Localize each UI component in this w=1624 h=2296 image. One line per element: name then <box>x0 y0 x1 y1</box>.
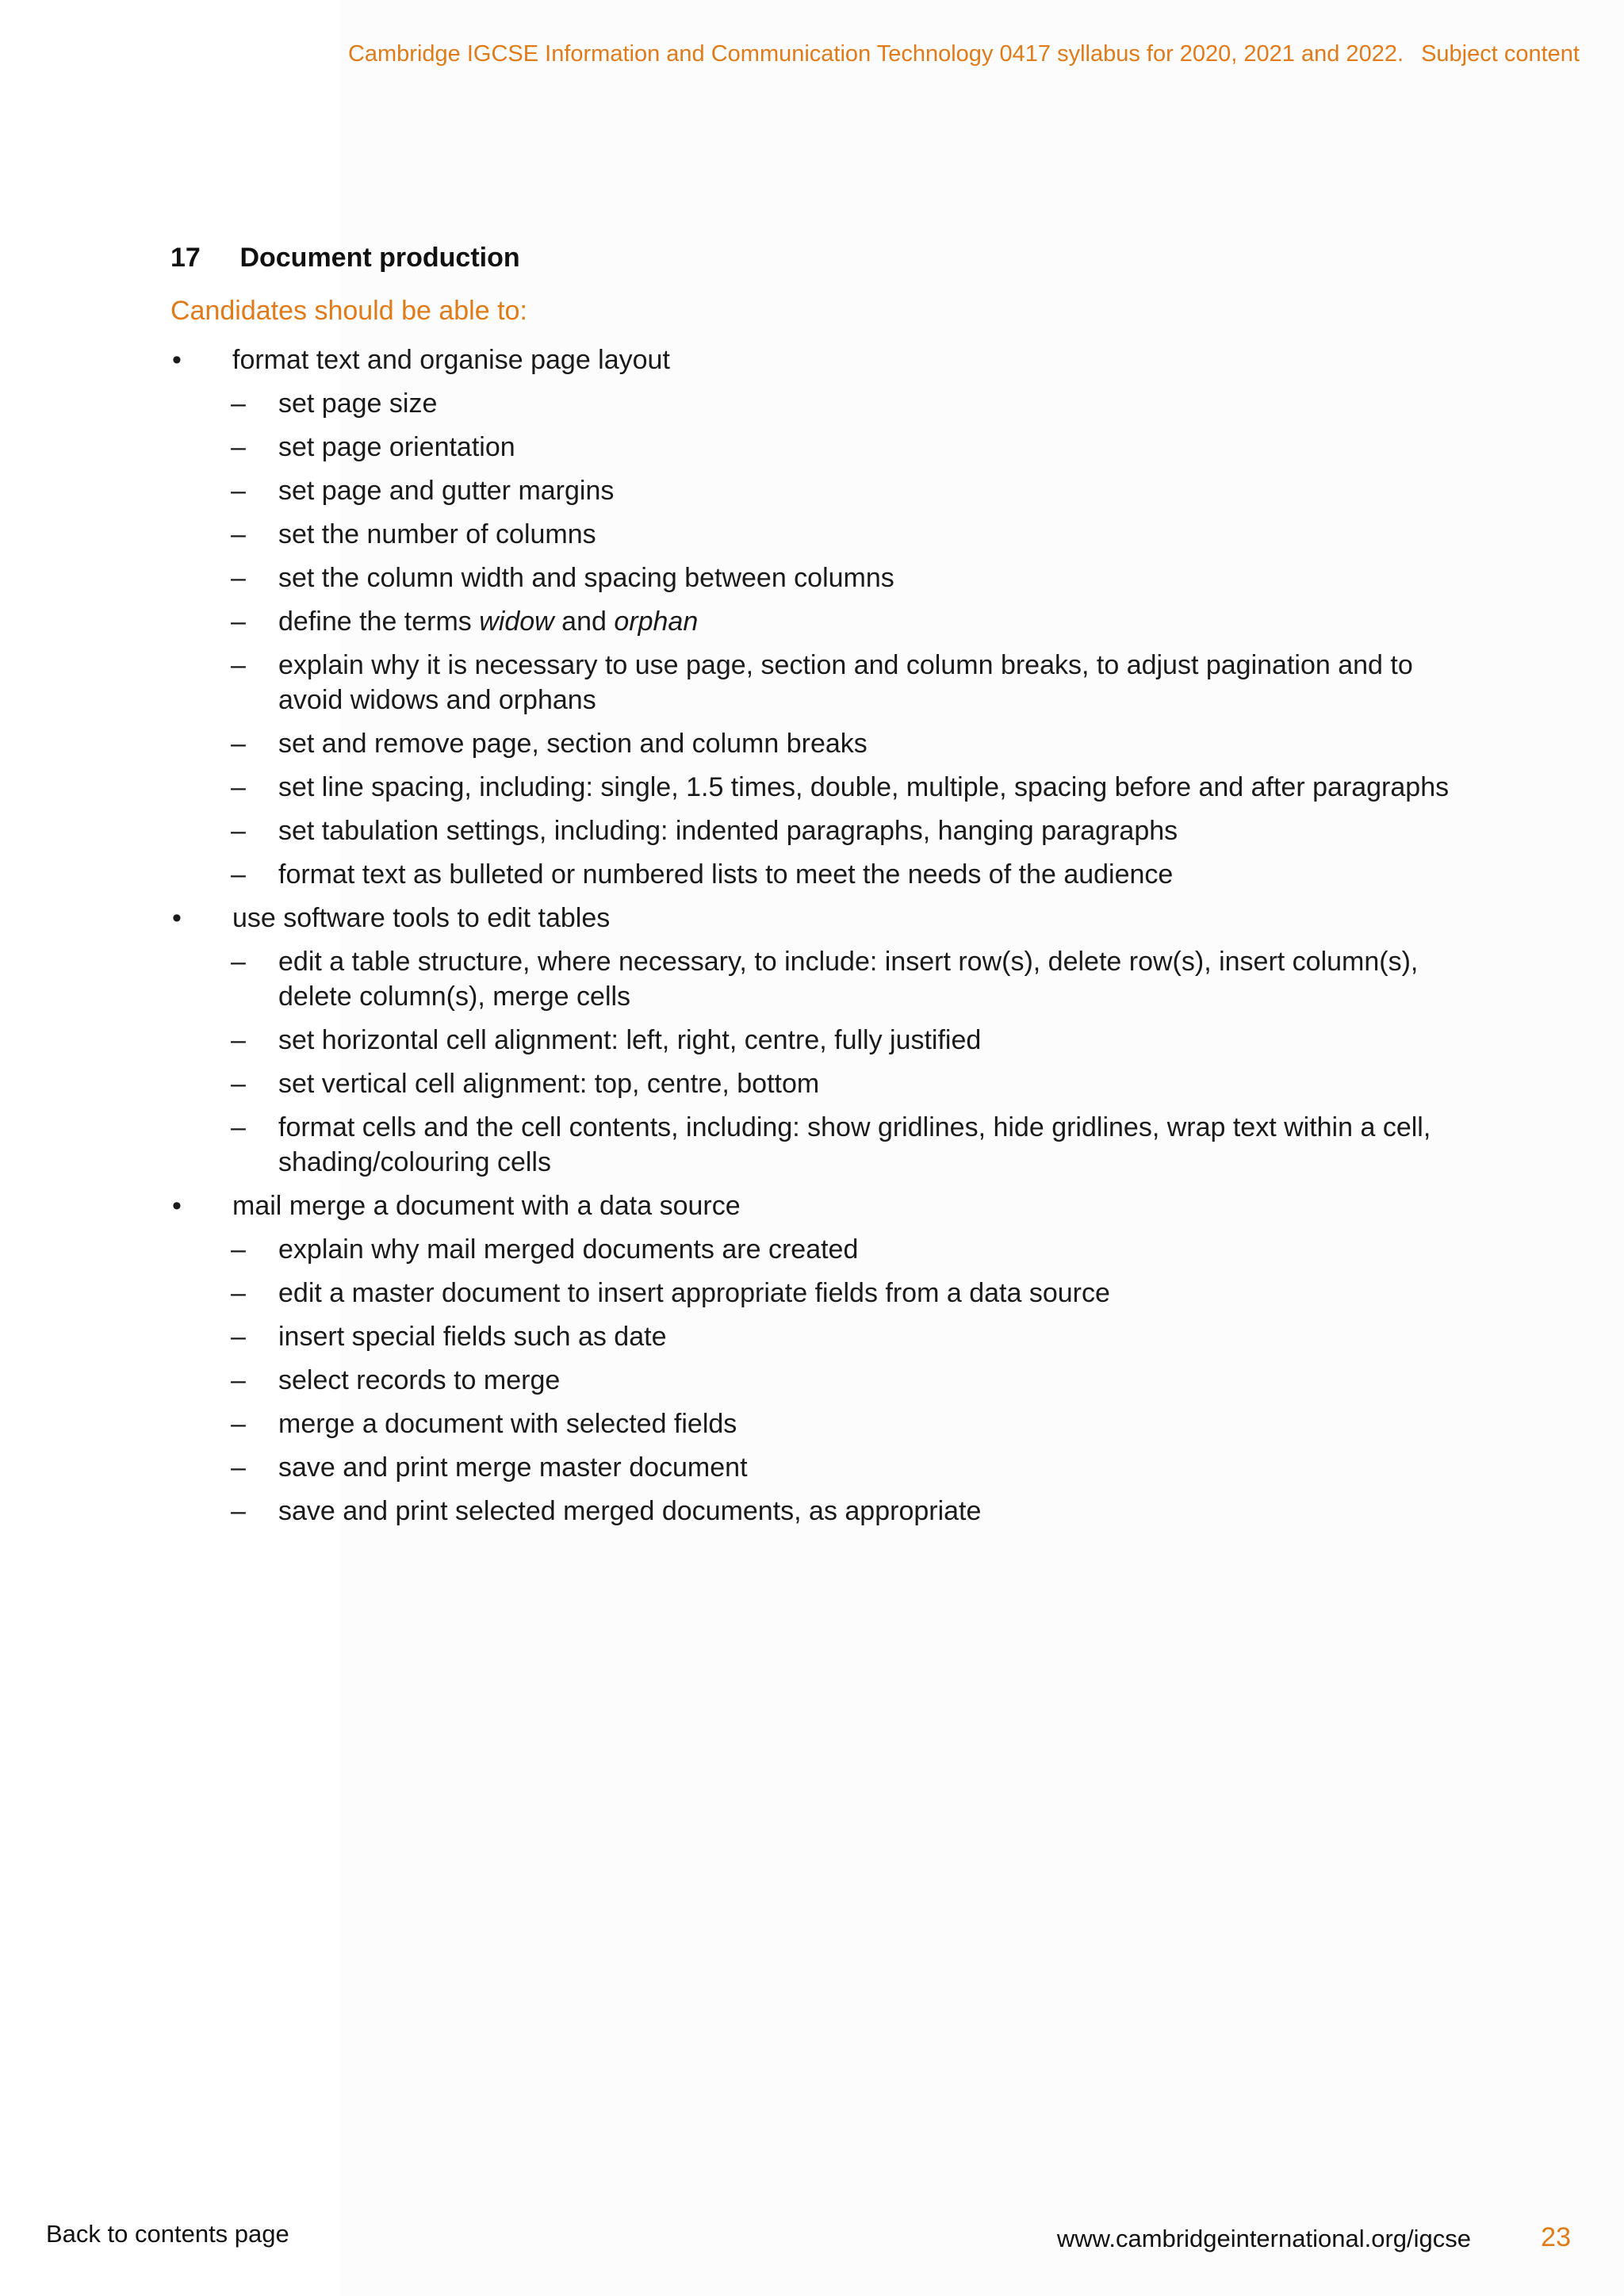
section-title: Document production <box>239 243 520 273</box>
dash-mark: – <box>231 1234 246 1265</box>
section-number: 17 <box>170 243 201 273</box>
dash-mark: – <box>231 1322 246 1352</box>
sub-item <box>170 386 1455 421</box>
sub-item-text: set vertical cell alignment: top, centre, bottom <box>278 1069 820 1099</box>
sub-item <box>170 770 1455 805</box>
sub-item <box>170 1023 1455 1058</box>
sub-item-text: set page orientation <box>278 432 515 462</box>
section-heading <box>170 243 520 274</box>
sub-item <box>170 944 1455 1014</box>
dash-mark: – <box>231 816 246 846</box>
dash-mark: – <box>231 607 246 637</box>
dash-mark: – <box>231 476 246 506</box>
term-widow: widow <box>479 607 554 637</box>
objectives-list <box>170 342 1455 1537</box>
bullet-mark: • <box>172 903 182 933</box>
sub-item-text: set page and gutter margins <box>278 476 615 506</box>
sub-item-text: explain why it is necessary to use page, section and column breaks, to adjust pagination and to avoid widows and orphans <box>278 650 1413 715</box>
sub-item <box>170 813 1455 848</box>
sub-item <box>170 473 1455 508</box>
sub-item-text: edit a table structure, where necessary, to include: insert row(s), delete row(s), insert column(s), delete column(s), merge cells <box>278 947 1419 1012</box>
bullet-mark: • <box>172 1191 182 1221</box>
sub-item-text: set horizontal cell alignment: left, right, centre, fully justified <box>278 1025 982 1055</box>
bullet-mark: • <box>172 345 182 375</box>
sub-item <box>170 857 1455 892</box>
sub-item <box>170 1066 1455 1101</box>
dash-mark: – <box>231 1409 246 1439</box>
sub-item-text-joiner: and <box>553 607 615 637</box>
sub-item <box>170 517 1455 552</box>
sub-item-text: set the column width and spacing between columns <box>278 563 894 593</box>
sub-item-text: set the number of columns <box>278 519 596 549</box>
sub-item-text: explain why mail merged documents are created <box>278 1234 859 1265</box>
dash-mark: – <box>231 519 246 549</box>
bullet-text: use software tools to edit tables <box>232 903 611 933</box>
dash-mark: – <box>231 563 246 593</box>
sub-item-text-prefix: define the terms <box>278 607 480 637</box>
sub-item-text: set and remove page, section and column breaks <box>278 729 868 759</box>
header-document-title: Cambridge IGCSE Information and Communication Technology 0417 syllabus for 2020, 2021 and 2022. <box>347 41 1404 67</box>
bullet-text: format text and organise page layout <box>232 345 670 375</box>
sub-item <box>170 1110 1455 1180</box>
page-number: 23 <box>1541 2222 1571 2252</box>
sub-item <box>170 430 1455 465</box>
dash-mark: – <box>231 859 246 890</box>
dash-mark: – <box>231 1069 246 1099</box>
dash-mark: – <box>231 1452 246 1483</box>
sub-item-text: merge a document with selected fields <box>278 1409 737 1439</box>
dash-mark: – <box>231 388 246 419</box>
dash-mark: – <box>231 1365 246 1395</box>
bullet-item <box>170 1188 1455 1223</box>
dash-mark: – <box>231 947 246 977</box>
sub-item <box>170 648 1455 718</box>
sub-item <box>170 604 1455 639</box>
sub-item-text: set tabulation settings, including: indented paragraphs, hanging paragraphs <box>278 816 1178 846</box>
sub-item-text: insert special fields such as date <box>278 1322 667 1352</box>
dash-mark: – <box>231 1112 246 1142</box>
footer-url: www.cambridgeinternational.org/igcse <box>1056 2225 1471 2252</box>
sub-item <box>170 1319 1455 1354</box>
dash-mark: – <box>231 650 246 680</box>
sub-item <box>170 1450 1455 1485</box>
sub-item-text: save and print selected merged documents, as appropriate <box>278 1496 982 1526</box>
running-header <box>348 41 1580 67</box>
dash-mark: – <box>231 1278 246 1308</box>
term-orphan: orphan <box>614 607 699 637</box>
bullet-text: mail merge a document with a data source <box>232 1191 741 1221</box>
sub-item <box>170 726 1455 761</box>
sub-item-text: save and print merge master document <box>278 1452 748 1483</box>
bullet-item <box>170 342 1455 377</box>
sub-item-text: edit a master document to insert appropriate fields from a data source <box>278 1278 1110 1308</box>
sub-item-text: set line spacing, including: single, 1.5 times, double, multiple, spacing before and after paragraphs <box>278 772 1450 802</box>
sub-item <box>170 561 1455 595</box>
sub-item-text: select records to merge <box>278 1365 561 1395</box>
dash-mark: – <box>231 772 246 802</box>
header-section-name: Subject content <box>1421 41 1580 67</box>
sub-item <box>170 1276 1455 1311</box>
bullet-item <box>170 901 1455 936</box>
sub-item <box>170 1232 1455 1267</box>
intro-text: Candidates should be able to: <box>170 296 527 326</box>
dash-mark: – <box>231 432 246 462</box>
sub-item <box>170 1363 1455 1398</box>
dash-mark: – <box>231 1496 246 1526</box>
back-to-contents-link[interactable]: Back to contents page <box>46 2220 289 2248</box>
dash-mark: – <box>231 1025 246 1055</box>
sub-item-text: set page size <box>278 388 438 419</box>
sub-item-text: format text as bulleted or numbered lists to meet the needs of the audience <box>278 859 1174 890</box>
dash-mark: – <box>231 729 246 759</box>
sub-item <box>170 1406 1455 1441</box>
sub-item <box>170 1494 1455 1529</box>
sub-item-text: format cells and the cell contents, including: show gridlines, hide gridlines, wrap text within a cell, shading/colouring cells <box>278 1112 1431 1177</box>
